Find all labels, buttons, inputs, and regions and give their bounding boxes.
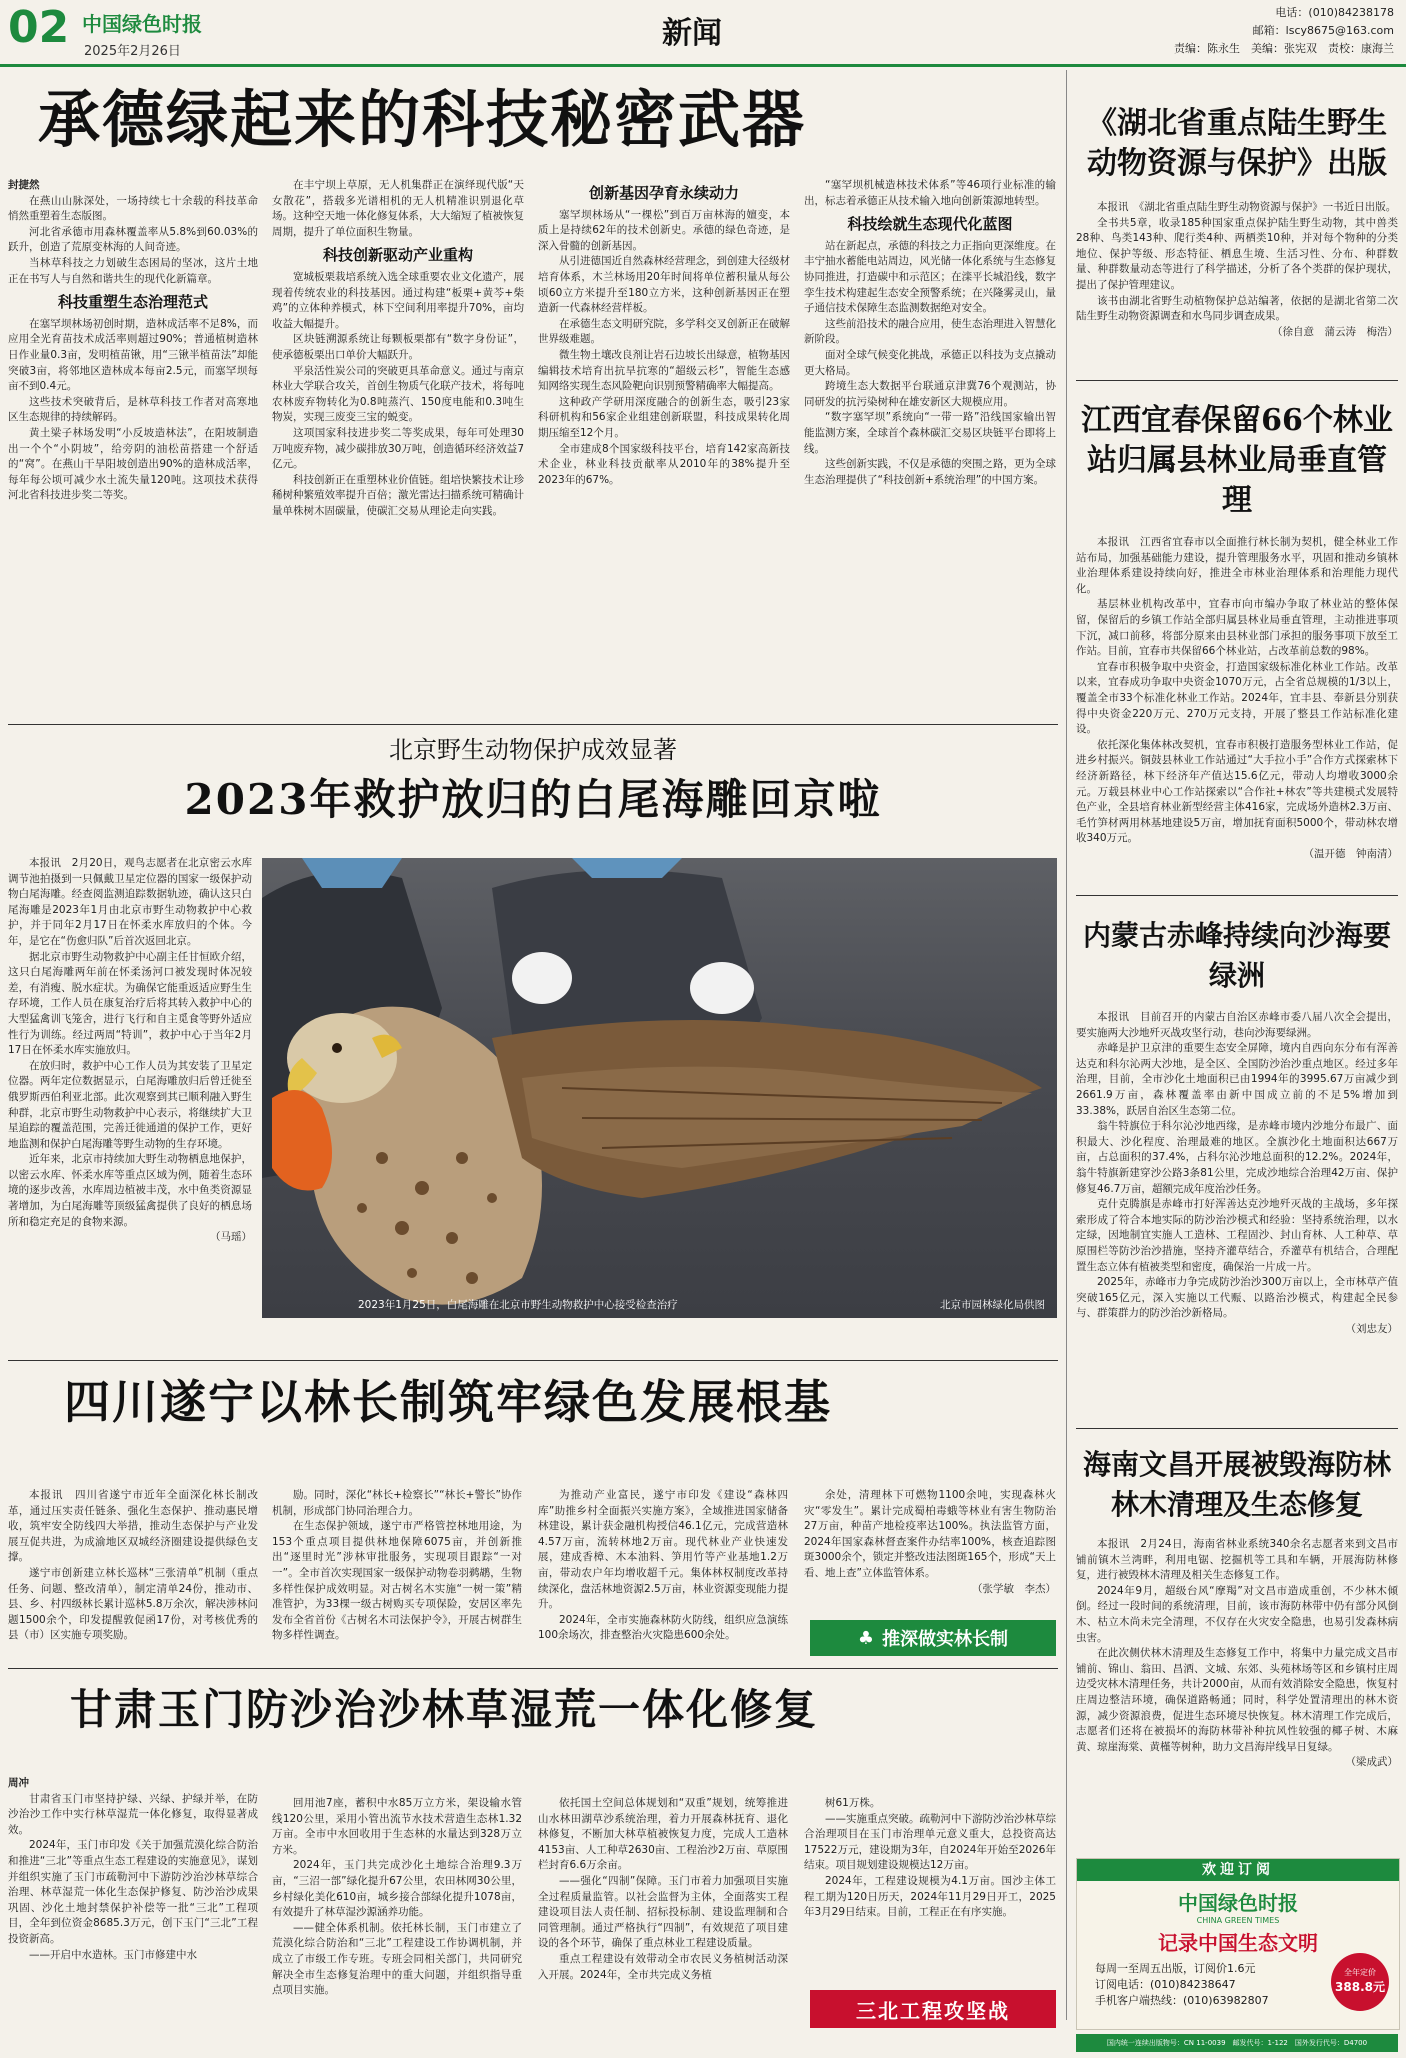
s1-author: （徐自意 蒲云涛 梅浩） — [1272, 325, 1398, 338]
a3-para: 本报讯 四川省遂宁市近年全面深化林长制改革，通过压实责任链条、强化生态保护、推动惠民增收，筑牢安全防线四大举措，推动生态保护与产业发展互促共进，为成渝地区双城经济圈建设提供绿色支撑。 — [8, 1489, 258, 1564]
a1-para: 宽城板栗栽培系统入选全球重要农业文化遗产，展现着传统农业的科技基因。通过构建“板栗+黄芩+柴鸡”的立体种养模式，林下空间利用率提升70%，亩均收益大幅提升。 — [272, 270, 524, 330]
a4-para: 依托国土空间总体规划和“双重”规划，统筹推进山水林田湖草沙系统治理，着力开展森林抚育、退化林修复，不断加大林草植被恢复力度，完成人工造林4153亩、人工种草2630亩、工程治沙2万亩、草原围栏封育6.6万余亩。 — [538, 1797, 788, 1872]
a1-subhead: 创新基因孕育永续动力 — [588, 184, 739, 202]
a1-para: “数字塞罕坝”系统向“一带一路”沿线国家输出智能监测方案，全球首个森林碳汇交易区块链平台即将上线。 — [804, 411, 1056, 455]
a2-title: 2023年救护放归的白尾海雕回京啦 — [184, 775, 882, 824]
a1-author: 封捷然 — [8, 179, 40, 191]
price-badge — [1331, 1953, 1389, 2011]
a1-col-1 — [8, 178, 258, 518]
s1-para: 该书由湖北省野生动植物保护总站编著，依据的是湖北省第二次陆生野生动物资源调查和水鸟同步调查成果。 — [1076, 294, 1398, 323]
s4-para: 本报讯 2月24日，海南省林业系统340余名志愿者来到文昌市铺前镇木兰湾畔，利用电锯、挖掘机等工具和车辆，开展海防林修复，进行被毁林木清理及相关生态修复工作。 — [1076, 1538, 1398, 1582]
s4-text — [1076, 1537, 1398, 1769]
a3-col-3 — [538, 1488, 788, 1648]
a3-para: 遂宁市创新建立林长巡林“三张清单”机制（重点任务、问题、整改清单），制定清单24份，推动市、县、乡、村四级林长累计巡林5.8万余次，解决涉林问题1500余个，印发提醒敦促函17份，对考核优秀的县（市）区实施专项奖励。 — [8, 1566, 258, 1642]
tree-icon: ♣ — [857, 1627, 875, 1649]
ad-line-1: 每周一至周五出版，订阅价1.6元 — [1095, 1962, 1256, 1975]
a1-para: 在承德生态文明研究院，多学科交叉创新正在破解世界级难题。 — [538, 317, 790, 346]
s3-para: 赤峰是护卫京津的重要生态安全屏障，境内自西向东分布有浑善达克和科尔沁两大沙地，是全区、全国防沙治沙重点地区。经过多年治理，目前，全市沙化土地面积已由1994年的3995.67万亩减少到2661.9万亩，森林覆盖率由新中国成立前的不足5%增加到33.38%，跃居自治区生态第二位。 — [1076, 1042, 1398, 1117]
a1-para: 河北省承德市用森林覆盖率从5.8%到60.03%的跃升，创造了荒原变林海的人间奇迹。 — [8, 225, 258, 254]
a2-author: （马瑶） — [210, 1231, 252, 1244]
a4-para: 回用池7座，蓄积中水85万立方米，架设输水管线120公里，采用小管出流节水技术营造生态林1.32万亩。全市中水回收用于生态林的水量达到328万立方米。 — [272, 1797, 522, 1856]
footer-text: 国内统一连续出版物号：CN 11-0039 邮发代号：1-122 国外发行代号：D4700 — [1106, 2039, 1368, 2047]
s2-para: 本报讯 江西省宜春市以全面推行林长制为契机，健全林业工作站布局，加强基础能力建设，提升管理服务水平，巩固和推动乡镇林业治理体系建设持续向好，推进全市林业治理体系和治理能力现代化。 — [1076, 536, 1398, 595]
a1-para: 面对全球气候变化挑战，承德正以科技为支点撬动更大格局。 — [804, 348, 1056, 377]
s3-para: 翁牛特旗位于科尔沁沙地西缘，是赤峰市境内沙地分布最广、面积最大、沙化程度、治理最难的地区。全旗沙化土地面积达667万亩，占总面积的37.4%，占科尔沁沙地总面积的12.2%。2024年，翁牛特旗新建穿沙公路3条81公里，完成沙地综合治理42万亩、保护修复46.7万亩，超额完成年度治沙任务。 — [1076, 1120, 1398, 1195]
s4-author: （梁成武） — [1345, 1756, 1398, 1769]
side-divider — [1076, 895, 1398, 896]
a1-para: 平泉活性炭公司的突破更具革命意义。通过与南京林业大学联合攻关，首创生物质气化联产技术，将每吨农林废弃物转化为0.8吨蒸汽、150度电能和0.3吨生物炭，实现三废变三宝的蜕变。 — [272, 364, 524, 424]
footer-bar — [1076, 2034, 1398, 2052]
a1-subhead: 科技创新驱动产业重构 — [322, 246, 473, 265]
a3-para: 为推动产业富民，遂宁市印发《建设“森林四库”助推乡村全面振兴实施方案》，全域推进国家储备林建设，累计获金融机构授信46.1亿元，完成营造林4.57万亩，流转林地2万亩。现代林业产业快速发展，建成香樟、木本油料、笋用竹等产业基地1.2万亩，带动农户年均增收超千元。集体林权制度改革持续深化，盘活林地资源2.5万亩，林业资源变现能力提升。 — [538, 1489, 788, 1611]
a1-para: 从引进德国近自然森林经营理念，到创建大径级材培育体系，木兰林场用20年时间将单位蓄积量从每公顷60立方米提升至180立方米，这种创新基因正在塑造新一代森林经营样板。 — [538, 255, 790, 315]
a4-para: ——实施重点突破。疏勒河中下游防沙治沙林草综合治理项目在玉门市治理单元意义重大，总投资高达17522万元，建设期为3年，自2024年开始至2026年结束。项目规划建设规模达12万亩。 — [804, 1812, 1056, 1872]
a4-para: 2024年，玉门市印发《关于加强荒漠化综合防治和推进“三北”等重点生态工程建设的实施意见》，谋划并组织实施了玉门市疏勒河中下游防沙治沙林草综合治理、林草湿荒一体化生态保护修复、防沙治沙成果巩固、沙化土地封禁保护补偿等一批“三北”工程项目，全年到位资金8685.3万元，创下玉门“三北”工程投资新高。 — [8, 1839, 258, 1945]
masthead-rule — [0, 64, 1406, 67]
a4-author: 周冲 — [8, 1777, 29, 1789]
section-divider — [8, 1668, 1058, 1669]
side-divider — [1076, 380, 1398, 381]
s3-para: 2025年，赤峰市力争完成防沙治沙300万亩以上，全市林草产值突破165亿元，深入实施以工代赈、以路治沙模式，构建起全民参与、群策群力的防沙治沙新格局。 — [1076, 1276, 1398, 1320]
section-divider — [8, 724, 1058, 725]
a4-para: 2024年，工程建设规模为4.1万亩。国沙主体工程工期为120日历天，2024年11月29日开工，2025年3月29日结束。目前，工程正在有序实施。 — [804, 1874, 1056, 1919]
s1-para: 全书共5章，收录185种国家重点保护陆生野生动物，其中兽类28种、鸟类143种、爬行类4种、两栖类10种，并对每个物种的分类地位、保护等级、形态特征、栖息生境、生活习性、分布、种群数量、种群数量动态等进行了科学描述，分析了各个类群的保护现状，提出了保护管理建议。 — [1076, 216, 1398, 291]
a1-para: 这种政产学研用深度融合的创新生态，吸引23家科研机构和56家企业组建创新联盟，科技成果转化周期压缩至12个月。 — [538, 395, 790, 439]
a4-para: 甘肃省玉门市坚持护绿、兴绿、护绿并举，在防沙治沙工作中实行林草湿荒一体化修复，取得显著成效。 — [8, 1792, 258, 1836]
a3-col-1 — [8, 1488, 258, 1648]
s3-title: 内蒙古赤峰持续向沙海要绿洲 — [1082, 919, 1391, 992]
s1-text — [1076, 200, 1398, 370]
s4-para: 2024年9月，超级台风“摩羯”对文昌市造成重创，不少林木倾倒。经过一段时间的系统清理，目前，该市海防林带中仍有部分风倒木、枯立木尚未完全清理，不仅存在火灾安全隐患，也易引发森林病虫害。 — [1076, 1584, 1398, 1644]
a1-para: 这些创新实践，不仅是承德的突围之路，更为全球生态治理提供了“科技创新+系统治理”的中国方案。 — [804, 458, 1056, 486]
section-divider — [8, 1360, 1058, 1361]
a2-para: 据北京市野生动物救护中心副主任甘恒欧介绍，这只白尾海雕两年前在怀柔汤河口被发现时体况较差，有消瘦、脱水症状。为确保它能重返适应野生生存环境，工作人员在康复治疗后将其转入救护中心的大型猛禽训飞笼舍，进行飞行和自主觅食等野外适应性行为训练。经过两周“特训”，救护中心于当年2月17日在怀柔水库实施放归。 — [8, 950, 252, 1057]
s3-author: （刘忠友） — [1345, 1322, 1398, 1335]
a1-subhead: 科技绘就生态现代化蓝图 — [847, 215, 1013, 234]
a3-title: 四川遂宁以林长制筑牢绿色发展根基 — [64, 1375, 832, 1429]
a1-para: 在塞罕坝林场初创时期，造林成活率不足8%，而应用全光育苗技术成活率则超过90%；普通植树造林日作业量0.3亩，发明植苗锹，用“三锹半植苗法”却能突破3亩，将邻地区造林成本每亩2.5元，而塞罕坝每亩不到0.4元。 — [8, 317, 258, 393]
a4-col-2 — [272, 1796, 522, 2034]
issue-date: 2025年2月26日 — [84, 44, 181, 59]
a1-para: 跨境生态大数据平台联通京津冀76个观测站，协同研发的抗污染树种在雄安新区大规模应用。 — [804, 380, 1056, 408]
a1-para: 全市建成8个国家级科技平台，培育142家高新技术企业，林业科技贡献率从2010年的38%提升至2023年的67%。 — [538, 442, 790, 486]
a1-col-2 — [272, 178, 524, 518]
a3-author: （张学敏 李杰） — [972, 1582, 1056, 1595]
ad-logo: 中国绿色时报 — [1178, 1891, 1298, 1915]
a1-para: 科技创新正在重塑林业价值链。组培快繁技术让珍稀树种繁殖效率提升百倍；激光雷达扫描系统可精确计量单株树木固碳量，使碳汇交易从理论走向实践。 — [272, 473, 524, 517]
s1-title: 《湖北省重点陆生野生动物资源与保护》出版 — [1087, 106, 1387, 181]
eagle-photo — [262, 858, 1057, 1318]
s2-para: 宜春市积极争取中央资金，打造国家级标准化林业工作站。改革以来，宜春成功争取中央资金1070万元，占全省总规模的1/3以上，覆盖全市33个标准化林业工作站。2024年，宜丰县、奉新县分别获得中央资金220万元、270万元支持，开展了整县工作站标准化建设。 — [1076, 660, 1398, 736]
a1-para: 这些技术突破背后，是林草科技工作者对高寒地区生态规律的持续解码。 — [8, 395, 258, 424]
a4-para: 树61万株。 — [825, 1797, 881, 1809]
a3-para: 余处，清理林下可燃物1100余吨，实现森林火灾“零发生”。累计完成蜀柏毒蛾等林业有害生物防治27万亩，种苗产地检疫率达100%。执法监管方面，2024年国家森林督查案件办结率100%，核查追踪图斑3000余个，锁定并整改违法图斑165个，形成“天上看、地上查”立体监管体系。 — [804, 1489, 1056, 1579]
s2-text — [1076, 535, 1398, 885]
a1-subhead: 科技重塑生态治理范式 — [57, 293, 208, 312]
a1-para: 这项国家科技进步奖二等奖成果，每年可处理30万吨废弃物，减少碳排放30万吨，创造循环经济效益7亿元。 — [272, 426, 524, 471]
a3-para: 励。同时，深化“林长+检察长”“林长+警长”协作机制，形成部门协同治理合力。 — [272, 1489, 522, 1517]
side-column — [1076, 70, 1398, 2030]
price-badge-label: 全年定价 — [1344, 1968, 1376, 1977]
editor-credits: 责编：陈永生 美编：张宪双 责校：康海兰 — [1174, 42, 1394, 55]
a2-text-col — [8, 856, 252, 1326]
ad-line-3: 手机客户端热线：(010)63982807 — [1095, 1994, 1269, 2007]
ad-slogan: 记录中国生态文明 — [1158, 1931, 1318, 1955]
section-name: 新闻 — [662, 16, 722, 51]
a3-para: 在生态保护领域，遂宁市严格管控林地用途，为153个重点项目提供林地保障6075亩，并创新推出“逐里时光”涉林审批服务，实现项目跟踪“一对一”。全市首次实现国家一级保护动物卷羽鹈鹕，生物多样性保护成效明显。对古树名木实施“一树一策”精准管护，为33棵一级古树购买专项保险，安居区率先发布全省首份《古树名木司法保护令》，开展古树群生物多样性调查。 — [272, 1520, 522, 1642]
a4-banner — [810, 1990, 1056, 2028]
s1-para: 本报讯 《湖北省重点陆生野生动物资源与保护》一书近日出版。 — [1097, 201, 1397, 213]
page-number: 02 — [8, 2, 70, 53]
s4-para: 在此次侧伏林木清理及生态修复工作中，将集中力量完成文昌市铺前、锦山、翁田、昌洒、文城、东郊、头苑林场等区和乡镇村庄周边受灾林木清理任务，共计2000亩，从而有效消除安全隐患，恢复村庄周边整洁环境，确保道路畅通；同时，科学处置清理出的林木资源，减少资源浪费，促进生态环境尽快恢复。林木清理工作完成后，志愿者们还将在被损坏的海防林带补种抗风性较强的椰子树、木麻黄、琼崖海棠、黄槿等树种，助力文昌海岸线早日复绿。 — [1076, 1647, 1398, 1753]
a2-kicker: 北京野生动物保护成效显著 — [389, 736, 677, 764]
photo-caption: 2023年1月25日，白尾海雕在北京市野生动物救护中心接受检查治疗 — [358, 1299, 678, 1311]
a3-banner — [810, 1620, 1056, 1656]
a1-col-4 — [804, 178, 1056, 518]
a1-para: 微生物土壤改良剂让岩石边坡长出绿意，植物基因编辑技术培育出抗旱抗寒的“超级云杉”，智能生态感知网络实现生态风险靶向识别预警精确率大幅提高。 — [538, 348, 790, 393]
a4-para: ——开启中水造林。玉门市修建中水 — [29, 1948, 197, 1961]
a1-para: 当林草科技之力划破生态困局的坚冰，这片土地正在书写人与自然和谐共生的现代化新篇章。 — [8, 256, 258, 285]
a1-para: 区块链溯源系统让每颗板栗都有“数字身份证”，使承德板栗出口单价大幅跃升。 — [272, 333, 524, 361]
a3-col-4 — [804, 1488, 1056, 1598]
a4-title: 甘肃玉门防沙治沙林草湿荒一体化修复 — [70, 1685, 819, 1734]
divider-main-side — [1066, 70, 1067, 2020]
a3-col-2 — [272, 1488, 522, 1648]
a4-col-4 — [804, 1796, 1056, 1976]
s4-title: 海南文昌开展被毁海防林林木清理及生态修复 — [1082, 1448, 1391, 1521]
a2-para: 本报讯 2月20日，观鸟志愿者在北京密云水库调节池拍摄到一只佩戴卫星定位器的国家一级保护动物白尾海雕。经查阅监测追踪数据轨迹，确认这只白尾海雕是2023年1月由北京市野生动物救护中心救护，并于同年2月17日在怀柔水库放归的个体。今年，是它在“伤愈归队”后首次返回北京。 — [8, 857, 252, 947]
eagle-illustration — [262, 858, 1057, 1318]
a1-para: 塞罕坝林场从“一棵松”到百万亩林海的嬗变，本质上是持续62年的技术创新史。承德的绿色奇迹，是深入骨髓的创新基因。 — [538, 208, 790, 252]
s2-author: （温开德 钟南清） — [1303, 847, 1398, 860]
s2-para: 基层林业机构改革中，宜春市向市编办争取了林业站的整体保留，保留后的乡镇工作站全部归属县林业局垂直管理，主动推进事项下沉，减口前移，将部分原来由县林业部门承担的服务事项下放至工作站。目前，宜春市共保留66个林业站，占改革前总数的98%。 — [1076, 598, 1398, 658]
a4-para: 2024年，玉门共完成沙化土地综合治理9.3万亩，“三沼一部”绿化提升67公里，农田林网30公里，乡村绿化美化610亩，城乡接合部绿化提升1078亩，有效提升了林草湿沙源涵养功能。 — [272, 1859, 522, 1919]
paper-name: 中国绿色时报 — [82, 12, 202, 36]
a1-para: 站在新起点，承德的科技之力正指向更深维度。在丰宁抽水蓄能电站周边，风光储一体化系统与生态修复协同推进，打造碳中和示范区；在滦平长城沿线，数字孪生技术构建起生态安全预警系统；在兴隆雾灵山，量子通信技术保障生态监测数据绝对安全。 — [804, 239, 1056, 315]
a4-col-3 — [538, 1796, 788, 2034]
a1-para: 黄土梁子林场发明“小反坡造林法”，在阳坡制造出一个个“小阴坡”，给旁阴的油松苗搭建一个舒适的“窝”。在燕山干旱阳坡创造出90%的造林成活率，每年每公顷可减少水土流失量120吨。这项技术获得河北省科技进步奖二等奖。 — [8, 426, 258, 502]
a1-para: 在丰宁坝上草原，无人机集群正在演绎现代版“天女散花”，搭载多光谱相机的无人机精准识别退化草场。这种空天地一体化修复体系，大大缩短了植被恢复周期，提升了单位面积生物量。 — [272, 179, 524, 238]
a1-para: 这些前沿技术的融合应用，使生态治理进入智慧化新阶段。 — [804, 317, 1056, 346]
price-badge-value: 388.8元 — [1335, 1980, 1385, 1994]
side-divider — [1076, 1428, 1398, 1429]
contact-phone: 电话：(010)84238178 — [1275, 6, 1394, 19]
a3-banner-text: 推深做实林长制 — [882, 1629, 1009, 1650]
ad-header: 欢迎订阅 — [1077, 1859, 1399, 1881]
s2-para: 依托深化集体林改契机，宜春市积极打造服务型林业工作站，促进乡村振兴。铜鼓县林业工作站通过“大手拉小手”合作方式探索林下经济新路径，林下经济年产值达15.6亿元，带动人均增收3000余元。万载县林业中心工作站探索以“合作社+林农”等共建模式发展特色产业，全县培育林业新型经营主体416家，完成场外造林2.3万亩、毛竹笋材两用林基地建设5万亩，增加抚育面积5000个，带动林农增收340万元。 — [1076, 738, 1398, 845]
a4-para: ——强化“四制”保障。玉门市着力加强项目实施全过程质量监管。以社会监督为主体，全面落实工程建设项目法人责任制、招标投标制、建设监理制和合同管理制。通过严格执行“四制”，有效规范了项目建设的各个环节，确保了重点林业工程建设质量。 — [538, 1874, 788, 1950]
photo-credit: 北京市园林绿化局供图 — [940, 1299, 1045, 1311]
ad-logo-en: CHINA GREEN TIMES — [1196, 1916, 1280, 1925]
a4-para: ——健全体系机制。依托林长制，玉门市建立了荒漠化综合防治和“三北”工程建设工作协调机制，并成立了市级工作专班。专班会同相关部门，共同研究解决全市生态修复治理中的重大问题，并组织指导重点项目实施。 — [272, 1921, 522, 1997]
a2-para: 在放归时，救护中心工作人员为其安装了卫星定位器。两年定位数据显示，白尾海雕放归后曾迁徙至俄罗斯西伯利亚北部。此次观察到其已顺利融入野生种群，北京市野生动物救护中心表示，将继续扩大卫星追踪的覆盖范围，完善迁徙通道的保护工作，更好地监测和保护白尾海雕等野生动物的生存环境。 — [8, 1059, 252, 1150]
s3-para: 克什克腾旗是赤峰市打好浑善达克沙地歼灭战的主战场，多年探索形成了符合本地实际的防沙治沙模式和经验：坚持系统治理，以水定绿，因地制宜实施人工造林、工程固沙、封山育林、人工种草、草原围栏等防沙治沙措施，坚持齐灌草结合，乔灌草有机结合，合理配置生态立体有植被类型和密度，确保治一片成一片。 — [1076, 1198, 1398, 1273]
s2-title: 江西宜春保留66个林业站归属县林业局垂直管理 — [1081, 403, 1393, 518]
a3-para: 2024年，全市实施森林防火防线，组织应急演练100余场次，排查整治火灾隐患600余处。 — [538, 1613, 788, 1642]
a1-title: 承德绿起来的科技秘密武器 — [38, 83, 807, 156]
a1-col-3 — [538, 178, 790, 518]
subscription-ad — [1076, 1858, 1400, 2030]
a1-para: 在燕山山脉深处，一场持续七十余载的科技革命悄然重塑着生态版图。 — [8, 194, 258, 223]
a1-para: “塞罕坝机械造林技术体系”等46项行业标准的输出，标志着承德正从技术输入地向创新策源地转型。 — [804, 179, 1056, 207]
s3-para: 本报讯 目前召开的内蒙古自治区赤峰市委八届八次全会提出，要实施两大沙地歼灭战攻坚行动，巷向沙海要绿洲。 — [1076, 1011, 1398, 1039]
s3-text — [1076, 1010, 1398, 1418]
masthead — [0, 0, 1406, 70]
a2-para: 近年来，北京市持续加大野生动物栖息地保护，以密云水库、怀柔水库等重点区域为例，随着生态环境的逐步改善，水库周边植被丰茂，水中鱼类资源显著增加，为白尾海雕等顶级猛禽提供了良好的栖息场所和稳定充足的食物来源。 — [8, 1153, 252, 1228]
a4-col-1 — [8, 1776, 258, 2034]
a4-para: 重点工程建设有效带动全市农民义务植树活动深入开展。2024年，全市共完成义务植 — [538, 1952, 788, 1981]
contact-email: 邮箱：lscy8675@163.com — [1252, 24, 1394, 37]
ad-line-2: 订阅电话：(010)84238647 — [1095, 1978, 1236, 1991]
a4-banner-text: 三北工程攻坚战 — [856, 1998, 1010, 2023]
